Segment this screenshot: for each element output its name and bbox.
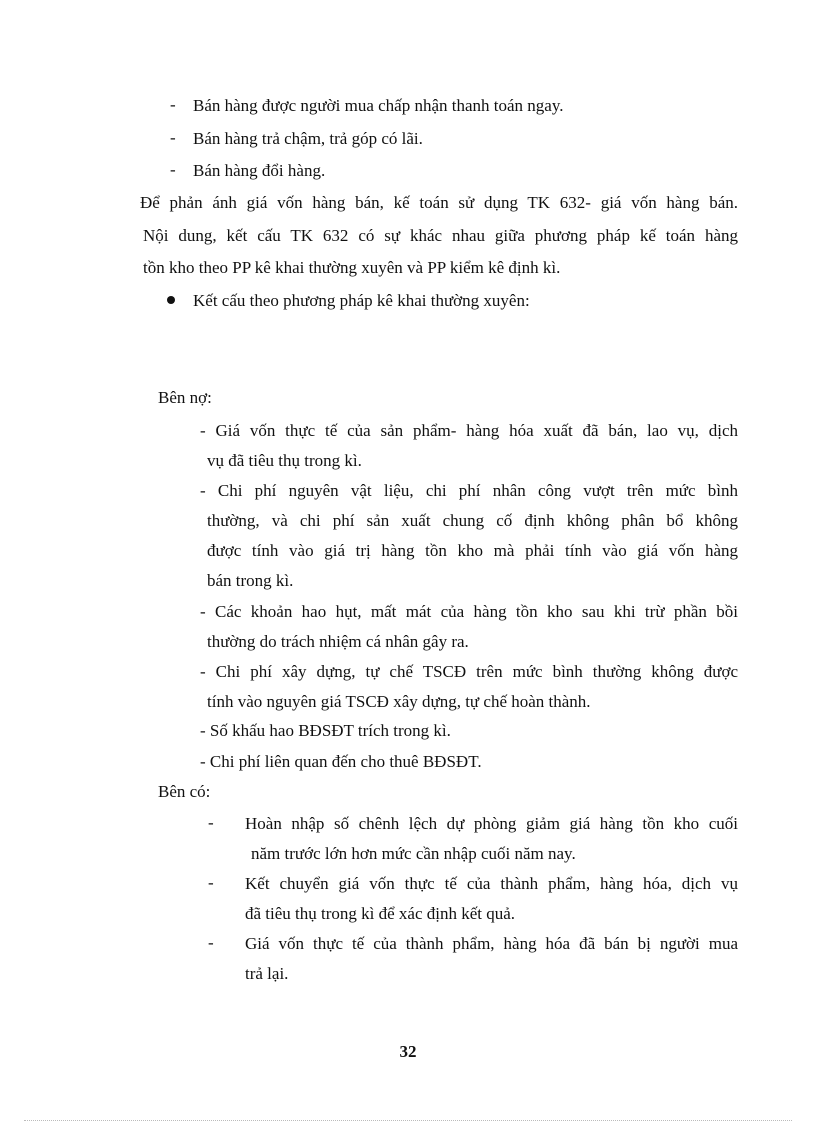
bullet-heading: Kết cấu theo phương pháp kê khai thường xuyên: [193,291,530,310]
debit-item-4-line-1: - Chi phí xây dựng, tự chế TSCĐ trên mức bình thường không được [200,662,738,681]
sale-type-3: Bán hàng đổi hàng. [193,161,326,180]
debit-item-4-line-2: tính vào nguyên giá TSCĐ xây dựng, tự chế hoàn thành. [207,692,591,711]
debit-item-2-line-1: - Chi phí nguyên vật liệu, chi phí nhân công vượt trên mức bình [200,481,738,500]
list-dash: - [170,128,176,147]
list-dash: - [170,95,176,114]
paragraph-line-2: Nội dung, kết cấu TK 632 có sự khác nhau giữa phương pháp kế toán hàng [143,226,738,245]
credit-item-1-line-1: Hoàn nhập số chênh lệch dự phòng giảm giá hàng tồn kho cuối [245,814,738,833]
page-bottom-divider [24,1120,792,1121]
debit-item-3-line-1: - Các khoản hao hụt, mất mát của hàng tồn kho sau khi trừ phần bồi [200,602,738,621]
list-dash: - [208,933,214,952]
debit-item-5: - Số khấu hao BĐSĐT trích trong kì. [200,721,451,740]
debit-item-2-line-2: thường, và chi phí sản xuất chung cố định không phân bổ không [207,511,738,530]
debit-item-1-line-2: vụ đã tiêu thụ trong kì. [207,451,362,470]
debit-item-1-line-1: - Giá vốn thực tế của sản phẩm- hàng hóa xuất đã bán, lao vụ, dịch [200,421,738,440]
list-dash: - [208,813,214,832]
paragraph-line-3: tồn kho theo PP kê khai thường xuyên và PP kiểm kê định kì. [143,258,561,277]
bullet-icon [167,296,175,304]
list-dash: - [170,160,176,179]
credit-item-2-line-1: Kết chuyển giá vốn thực tế của thành phẩm, hàng hóa, dịch vụ [245,874,738,893]
sale-type-2: Bán hàng trả chậm, trả góp có lãi. [193,129,423,148]
credit-heading: Bên có: [158,782,211,801]
credit-item-3-line-1: Giá vốn thực tế của thành phẩm, hàng hóa đã bán bị người mua [245,934,738,953]
debit-item-3-line-2: thường do trách nhiệm cá nhân gây ra. [207,632,469,651]
page-number: 32 [399,1042,417,1061]
credit-item-1-line-2: năm trước lớn hơn mức cần nhập cuối năm nay. [251,844,576,863]
credit-item-2-line-2: đã tiêu thụ trong kì để xác định kết quả. [245,904,516,923]
list-dash: - [208,873,214,892]
debit-item-6: - Chi phí liên quan đến cho thuê BĐSĐT. [200,752,482,771]
debit-heading: Bên nợ: [158,388,212,407]
debit-item-2-line-4: bán trong kì. [207,571,294,590]
paragraph-line-1: Để phản ánh giá vốn hàng bán, kế toán sử dụng TK 632- giá vốn hàng bán. [140,193,738,212]
sale-type-1: Bán hàng được người mua chấp nhận thanh toán ngay. [193,96,564,115]
debit-item-2-line-3: được tính vào giá trị hàng tồn kho mà phải tính vào giá vốn hàng [207,541,738,560]
credit-item-3-line-2: trả lại. [245,964,289,983]
